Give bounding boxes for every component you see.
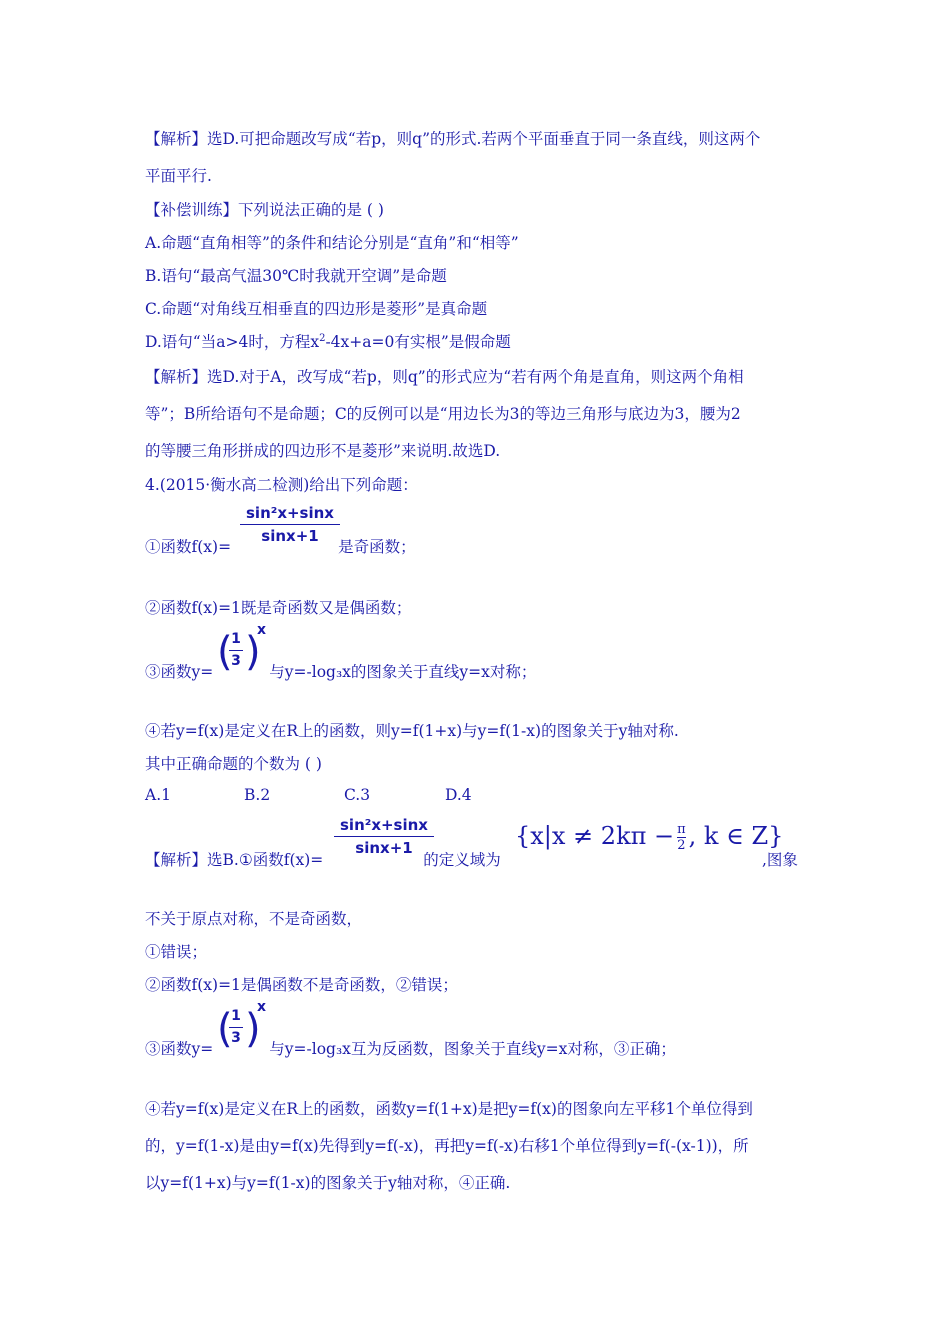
right-paren: ) — [245, 1006, 261, 1052]
question-prompt: 其中正确命题的个数为 ( ) — [145, 755, 322, 773]
power-denominator: 3 — [231, 653, 241, 669]
solution-line: 【解析】选D.可把命题改写成“若p，则q”的形式.若两个平面垂直于同一条直线，则这两个 — [145, 130, 761, 148]
solution-domain-line — [145, 848, 501, 870]
solution-line: 平面平行. — [145, 167, 212, 185]
power-numerator: 1 — [231, 1008, 241, 1024]
set-expression: {x|x ≠ 2kπ − — [515, 822, 675, 850]
proposition-1-text: ①函数f(x)= — [145, 538, 232, 556]
solution-line — [145, 1037, 676, 1059]
fraction-numerator: sin²x+sinx — [246, 504, 334, 522]
solution-text: 与y=-log₃x互为反函数，图象关于直线y=x对称，③正确； — [269, 1040, 676, 1058]
left-paren: ( — [217, 629, 233, 675]
proposition-3-text: ③函数y= — [145, 663, 214, 681]
fraction-bar — [229, 650, 243, 651]
solution-line: 的，y=f(1-x)是由y=f(x)先得到y=f(-x)，再把y=f(-x)右移1个单位得到y=f(-(x-1))，所 — [145, 1137, 749, 1155]
solution-line: 【解析】选D.对于A，改写成“若p，则q”的形式应为“若有两个角是直角，则这两个角相 — [145, 368, 744, 386]
superscript: 2 — [319, 332, 326, 344]
choice-b: B.2 — [244, 786, 271, 804]
right-paren: ) — [245, 629, 261, 675]
fraction-numerator: sin²x+sinx — [340, 816, 428, 834]
solution-line: ②函数f(x)=1是偶函数不是奇函数，②错误； — [145, 976, 458, 994]
option-a: A.命题“直角相等”的条件和结论分别是“直角”和“相等” — [145, 234, 519, 252]
power-exponent: x — [257, 999, 267, 1015]
pi-denominator: 2 — [677, 838, 686, 853]
power-denominator: 3 — [231, 1030, 241, 1046]
fraction-denominator: sinx+1 — [355, 839, 413, 857]
proposition-3-text: 与y=-log₃x的图象关于直线y=x对称； — [269, 663, 537, 681]
question-4-title: 4.(2015·衡水高二检测)给出下列命题： — [145, 476, 418, 494]
option-d — [145, 330, 511, 352]
solution-line: ①错误； — [145, 943, 208, 961]
choice-c: C.3 — [344, 786, 371, 804]
exercise-title: 【补偿训练】下列说法正确的是 ( ) — [145, 201, 384, 219]
solution-text: 【解析】选B.①函数f(x)= — [145, 851, 324, 869]
fraction-bar — [229, 1027, 243, 1028]
fraction-denominator: sinx+1 — [261, 527, 319, 545]
left-paren: ( — [217, 1006, 233, 1052]
fraction-bar — [334, 836, 434, 837]
option-c: C.命题“对角线互相垂直的四边形是菱形”是真命题 — [145, 300, 488, 318]
option-d-part: D.语句“当a>4时，方程x — [145, 333, 320, 351]
power-numerator: 1 — [231, 631, 241, 647]
solution-line: 等”；B所给语句不是命题；C的反例可以是“用边长为3的等边三角形与底边为3，腰为2 — [145, 405, 741, 423]
proposition-3 — [145, 660, 536, 682]
proposition-4: ④若y=f(x)是定义在R上的函数，则y=f(1+x)与y=f(1-x)的图象关于y轴对称. — [145, 722, 679, 740]
domain-set — [515, 822, 783, 853]
solution-text: 的定义域为 — [423, 851, 501, 869]
option-d-part: -4x+a=0有实根”是假命题 — [325, 333, 511, 351]
solution-line: 不关于原点对称，不是奇函数， — [145, 910, 363, 928]
solution-line: 以y=f(1+x)与y=f(1-x)的图象关于y轴对称，④正确. — [145, 1174, 511, 1192]
pi-over-two — [677, 822, 686, 853]
solution-line: 的等腰三角形拼成的四边形不是菱形”来说明.故选D. — [145, 442, 501, 460]
proposition-1 — [145, 535, 416, 557]
fraction-bar — [240, 524, 340, 525]
set-expression-end: , k ∈ Z} — [688, 822, 784, 850]
option-b: B.语句“最高气温30℃时我就开空调”是命题 — [145, 267, 447, 285]
proposition-2: ②函数f(x)=1既是奇函数又是偶函数； — [145, 599, 412, 617]
pi-numerator: π — [677, 822, 686, 837]
solution-text: ③函数y= — [145, 1040, 214, 1058]
solution-text: ,图象 — [762, 851, 798, 869]
solution-line: ④若y=f(x)是定义在R上的函数，函数y=f(1+x)是把y=f(x)的图象向左平移1个单位得到 — [145, 1100, 753, 1118]
proposition-1-text: 是奇函数； — [338, 538, 416, 556]
choice-d: D.4 — [445, 786, 472, 804]
power-exponent: x — [257, 622, 267, 638]
choice-a: A.1 — [145, 786, 171, 804]
